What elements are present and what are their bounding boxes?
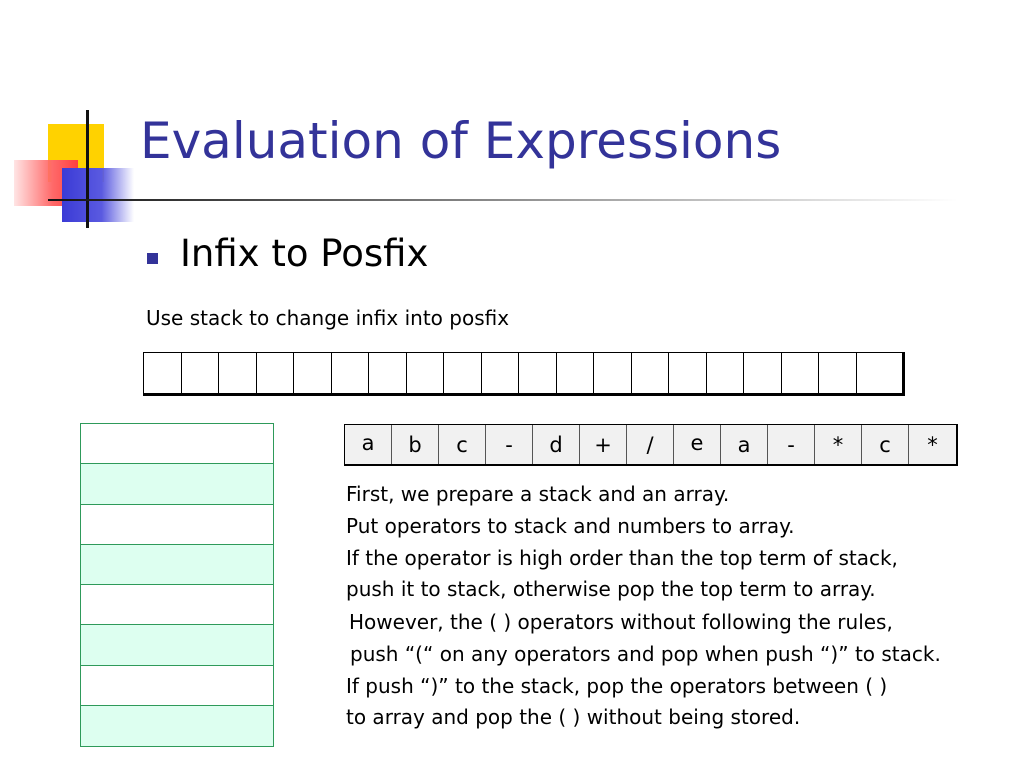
slide-title: Evaluation of Expressions bbox=[140, 112, 782, 170]
logo-vertical-line bbox=[86, 110, 89, 228]
bullet-square-icon bbox=[147, 253, 158, 264]
stack-slot bbox=[81, 706, 273, 746]
stack-slot bbox=[81, 424, 273, 464]
output-array-cell bbox=[519, 353, 557, 393]
output-array-cell bbox=[707, 353, 745, 393]
output-array-cell bbox=[144, 353, 182, 393]
output-array-cell bbox=[407, 353, 445, 393]
output-array-cell bbox=[182, 353, 220, 393]
explanation-line-6: push “(“ on any operators and pop when push “)” to stack. bbox=[350, 642, 941, 666]
stack-slot bbox=[81, 666, 273, 706]
subtitle: Use stack to change infix into posfix bbox=[146, 306, 510, 330]
stack-slot bbox=[81, 625, 273, 665]
output-array bbox=[143, 352, 905, 396]
stack-slot bbox=[81, 545, 273, 585]
expression-token: * bbox=[927, 432, 938, 457]
explanation-line-7: If push “)” to the stack, pop the operators between ( ) bbox=[346, 674, 888, 698]
explanation-line-3: If the operator is high order than the top term of stack, bbox=[346, 546, 898, 570]
output-array-cell bbox=[294, 353, 332, 393]
expression-token: c bbox=[439, 425, 486, 464]
expression-token: - bbox=[486, 425, 533, 464]
expression-token: b bbox=[392, 425, 439, 464]
output-array-cell bbox=[557, 353, 595, 393]
output-array-cell bbox=[744, 353, 782, 393]
stack-slot bbox=[81, 505, 273, 545]
expression-token: c bbox=[862, 425, 909, 464]
output-array-cell bbox=[257, 353, 295, 393]
explanation-line-8: to array and pop the ( ) without being stored. bbox=[346, 705, 801, 729]
explanation-line-5: However, the ( ) operators without following the rules, bbox=[349, 610, 893, 634]
expression-token: / bbox=[627, 425, 674, 464]
explanation-line-4: push it to stack, otherwise pop the top term to array. bbox=[346, 577, 876, 601]
output-array-cell bbox=[594, 353, 632, 393]
output-array-cell bbox=[782, 353, 820, 393]
operator-stack bbox=[80, 423, 274, 747]
explanation-line-1: First, we prepare a stack and an array. bbox=[346, 482, 730, 506]
expression-token: a bbox=[345, 425, 392, 464]
expression-token: d bbox=[533, 425, 580, 464]
expression-array bbox=[344, 424, 958, 466]
output-array-cell bbox=[219, 353, 257, 393]
expression-token: * bbox=[815, 425, 862, 464]
output-array-cell bbox=[482, 353, 520, 393]
output-array-cell bbox=[369, 353, 407, 393]
output-array-cell bbox=[632, 353, 670, 393]
title-underline bbox=[48, 199, 958, 201]
stack-slot bbox=[81, 464, 273, 504]
bullet-text: Infix to Posfix bbox=[180, 232, 429, 275]
expression-token: - bbox=[768, 425, 815, 464]
output-array-cell bbox=[819, 353, 857, 393]
expression-token: a bbox=[721, 425, 768, 464]
output-array-cell bbox=[444, 353, 482, 393]
stack-slot bbox=[81, 585, 273, 625]
explanation-line-2: Put operators to stack and numbers to array. bbox=[346, 514, 795, 538]
output-array-cell bbox=[332, 353, 370, 393]
expression-token: e bbox=[674, 425, 721, 464]
expression-token: + bbox=[580, 425, 627, 464]
output-array-cell bbox=[857, 353, 905, 393]
output-array-cell bbox=[669, 353, 707, 393]
logo-blue-square bbox=[62, 168, 134, 222]
